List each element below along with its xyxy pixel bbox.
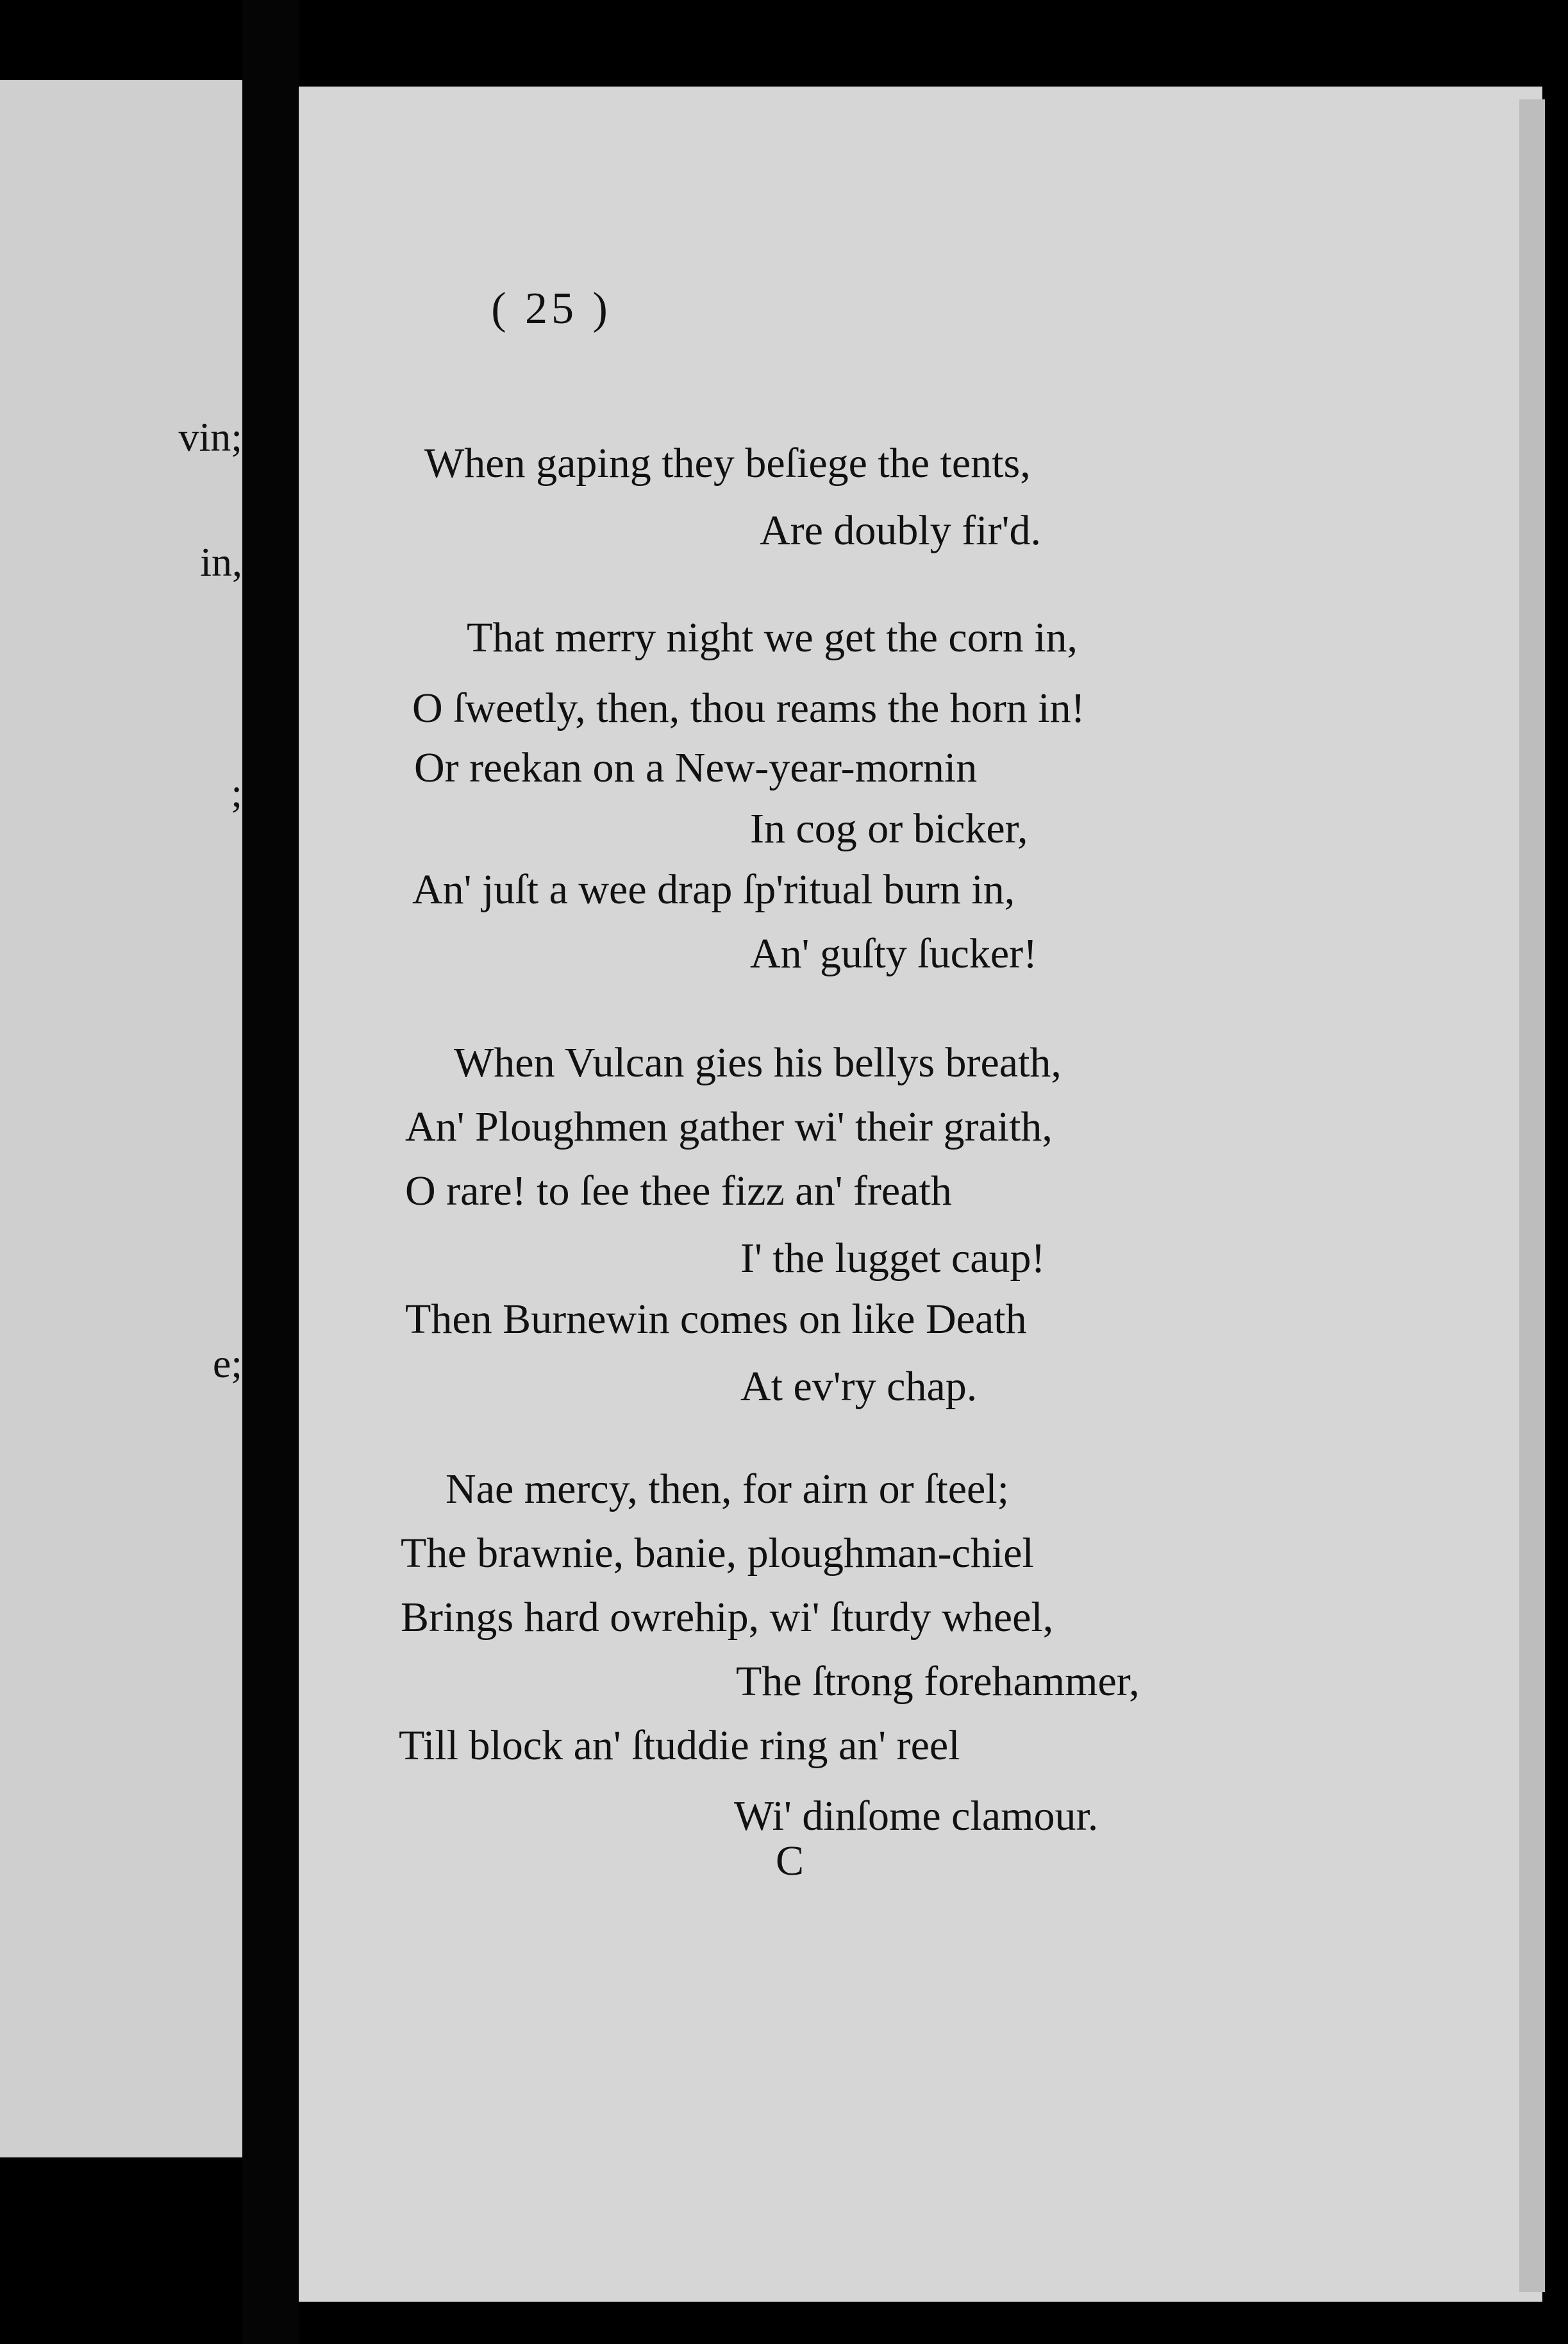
verse-line: That merry night we get the corn in, xyxy=(467,614,1078,661)
verse-line: O rare! to ſee thee fizz an' freath xyxy=(405,1168,952,1214)
left-page-fragment xyxy=(0,80,242,2157)
verse-line: An' Ploughmen gather wi' their graith, xyxy=(405,1103,1053,1150)
verse-line: When Vulcan gies his bellys breath, xyxy=(454,1039,1062,1086)
left-page-text: ; xyxy=(231,770,242,816)
verse-line: Are doubly fir'd. xyxy=(760,507,1041,554)
verse-line: An' guſty ſucker! xyxy=(750,930,1038,977)
book-gutter xyxy=(242,0,299,2344)
left-page-text: in, xyxy=(200,539,242,585)
verse-line: An' juſt a wee drap ſp'ritual burn in, xyxy=(412,866,1015,913)
left-page-text: e; xyxy=(212,1341,242,1386)
verse-line: Wi' dinſome clamour. xyxy=(734,1793,1099,1839)
page-number: ( 25 ) xyxy=(491,284,612,333)
verse-line: In cog or bicker, xyxy=(750,805,1028,852)
verse-line: At ev'ry chap. xyxy=(740,1363,978,1410)
verse-line: The brawnie, banie, ploughman-chiel xyxy=(401,1530,1034,1577)
left-page-text: vin; xyxy=(178,414,242,460)
verse-line: Then Burnewin comes on like Death xyxy=(405,1296,1027,1343)
verse-line: Nae mercy, then, for airn or ſteel; xyxy=(446,1466,1009,1512)
signature-mark: C xyxy=(776,1838,805,1884)
verse-line: The ſtrong forehammer, xyxy=(736,1658,1140,1705)
page-edge xyxy=(1519,99,1545,2292)
verse-line: I' the lugget caup! xyxy=(740,1235,1046,1282)
verse-line: When gaping they beſiege the tents, xyxy=(424,440,1031,487)
verse-line: O ſweetly, then, thou reams the horn in! xyxy=(412,685,1085,732)
verse-line: Or reekan on a New-year-mornin xyxy=(414,744,978,791)
verse-line: Brings hard owrehip, wi' ſturdy wheel, xyxy=(401,1594,1054,1641)
verse-line: Till block an' ſtuddie ring an' reel xyxy=(399,1722,960,1769)
